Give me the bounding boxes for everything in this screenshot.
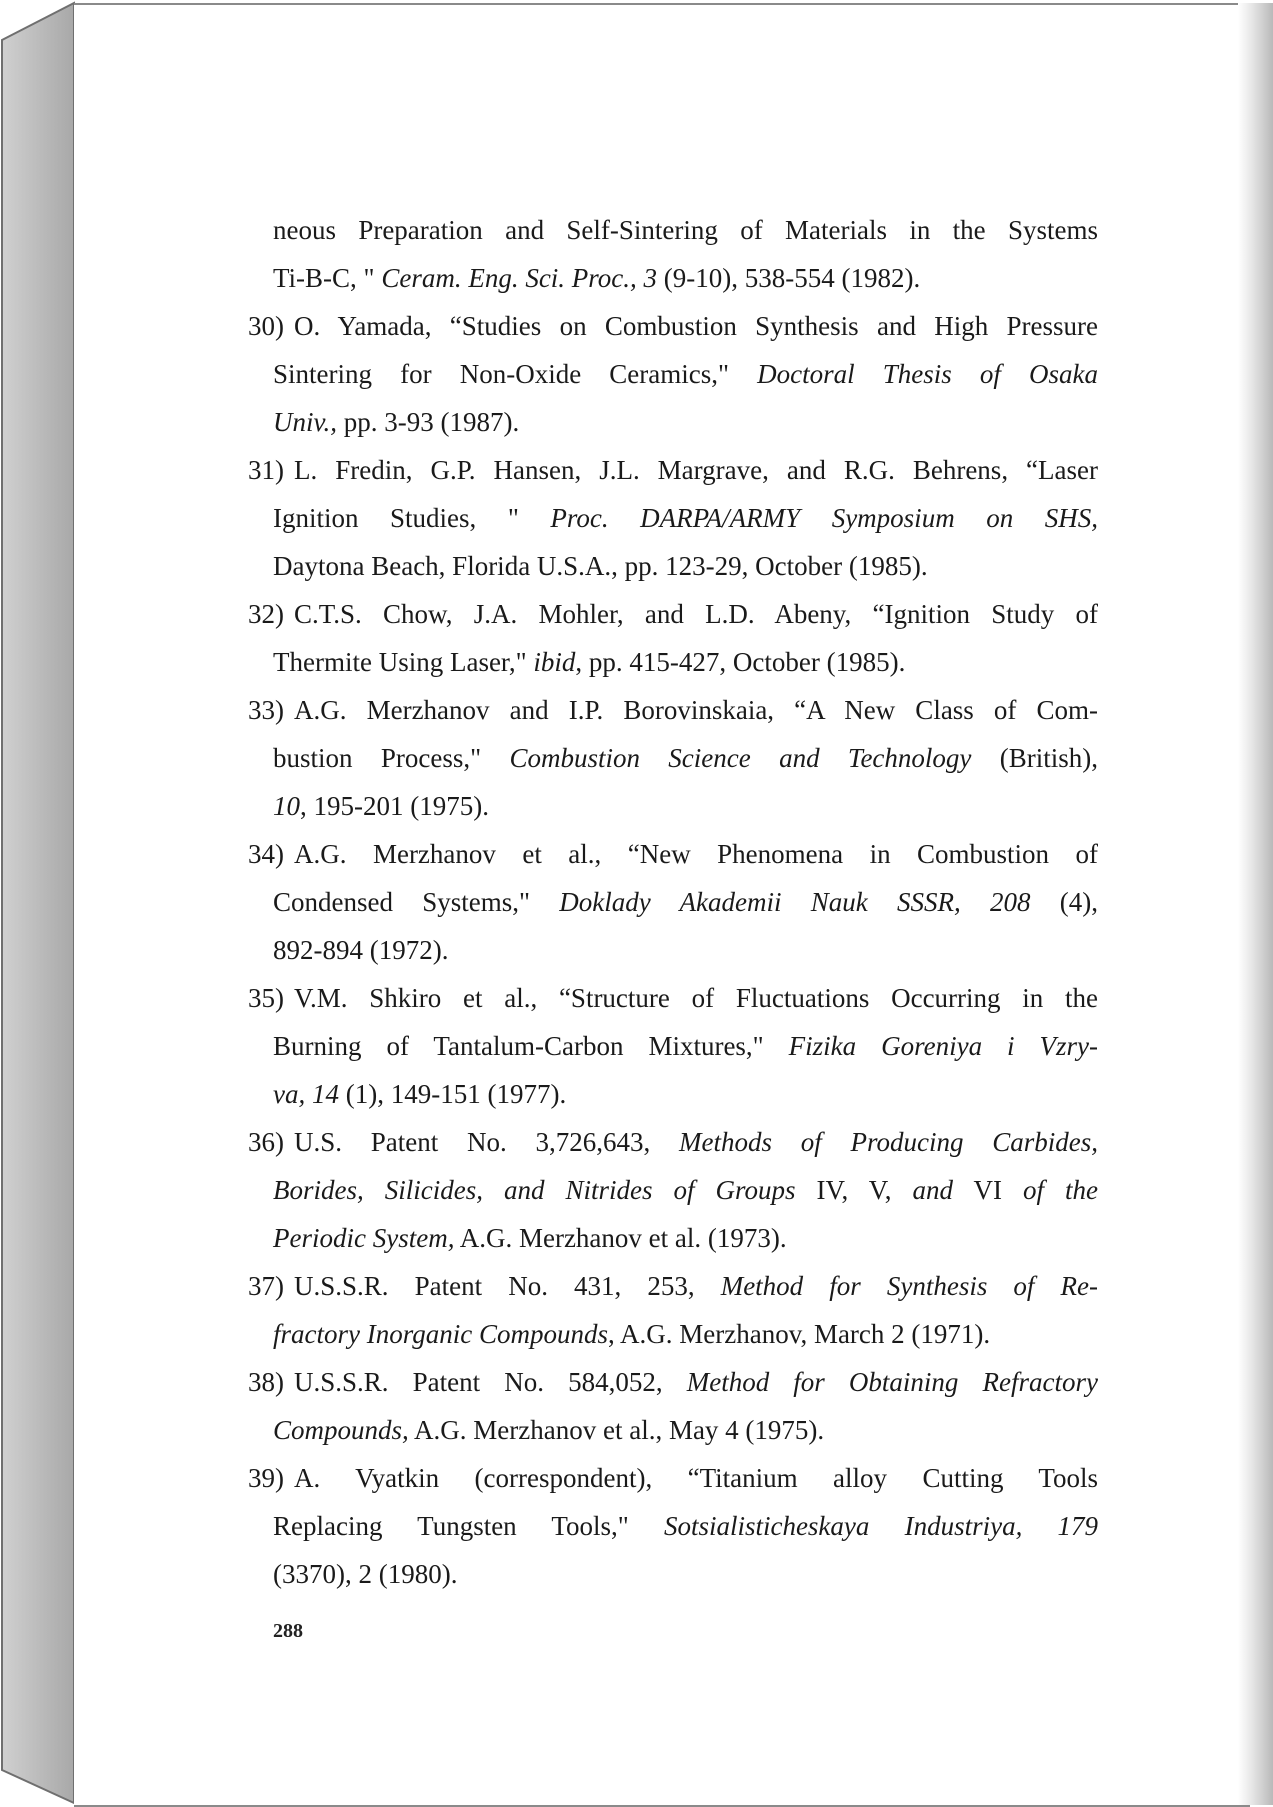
- reference-text: A.G. Merzhanov et al., May 4 (1975).: [408, 1415, 825, 1445]
- reference-text: A. Vyatkin (correspondent), “Titanium alloy Cutting Tools: [294, 1463, 1098, 1493]
- reference-line-body: [273, 1310, 1098, 1358]
- italic-title-text: Sotsialisticheskaya Industriya, 179: [663, 1511, 1098, 1541]
- reference-item: [248, 1358, 1098, 1454]
- reference-number: 36): [248, 1127, 284, 1157]
- reference-line: [248, 254, 1098, 302]
- reference-text: C.T.S. Chow, J.A. Mohler, and L.D. Abeny, “Ignition Study of: [294, 599, 1098, 629]
- reference-line-body: [273, 782, 1098, 830]
- reference-line-body: [294, 830, 1098, 878]
- reference-line-body: [273, 1502, 1098, 1550]
- reference-item: [248, 686, 1098, 830]
- reference-text: VI: [953, 1175, 1024, 1205]
- reference-item: [248, 1262, 1098, 1358]
- reference-text: U.S.S.R. Patent No. 431, 253,: [294, 1271, 721, 1301]
- reference-text: Replacing Tungsten Tools,": [273, 1511, 664, 1541]
- reference-line-body: [294, 1358, 1098, 1406]
- italic-title-text: Borides, Silicides, and Nitrides of Groups: [273, 1175, 796, 1205]
- reference-text: , A.G. Merzhanov, March 2 (1971).: [607, 1319, 991, 1349]
- reference-line: [248, 302, 1098, 350]
- italic-title-text: Univ.,: [273, 407, 337, 437]
- reference-item: [248, 974, 1098, 1118]
- reference-line-body: [294, 590, 1098, 638]
- italic-title-text: Doklady Akademii Nauk SSSR, 208: [559, 887, 1031, 917]
- reference-line-body: [273, 1406, 1098, 1454]
- reference-line: [248, 1406, 1098, 1454]
- reference-line: [248, 1262, 1098, 1310]
- reference-text: bustion Process,": [273, 743, 510, 773]
- reference-line: [248, 494, 1098, 542]
- reference-text: Ignition Studies, ": [273, 503, 551, 533]
- book-spine: [0, 0, 76, 1806]
- reference-line: [248, 1454, 1098, 1502]
- reference-line-body: [273, 878, 1098, 926]
- reference-line: [248, 1310, 1098, 1358]
- reference-number: 35): [248, 983, 284, 1013]
- reference-line-body: [273, 734, 1098, 782]
- reference-line-body: [294, 686, 1098, 734]
- reference-text: (9-10), 538-554 (1982).: [657, 263, 921, 293]
- reference-line-body: [294, 1454, 1098, 1502]
- italic-title-text: Periodic System,: [273, 1223, 455, 1253]
- reference-line-body: [273, 1550, 1098, 1598]
- reference-line: [248, 926, 1098, 974]
- reference-line: [248, 542, 1098, 590]
- reference-number: 30): [248, 311, 284, 341]
- reference-text: (3370), 2 (1980).: [273, 1559, 458, 1589]
- reference-text: IV, V,: [795, 1175, 913, 1205]
- reference-line-body: [273, 926, 1098, 974]
- reference-text: Sintering for Non-Oxide Ceramics,": [273, 359, 758, 389]
- reference-line-body: [273, 1166, 1098, 1214]
- italic-title-text: Fizika Goreniya i Vzry-: [788, 1031, 1098, 1061]
- reference-line: [248, 398, 1098, 446]
- reference-line-body: [273, 206, 1098, 254]
- reference-line: [248, 1166, 1098, 1214]
- reference-line-body: [273, 494, 1098, 542]
- reference-item: [248, 302, 1098, 446]
- reference-line-body: [294, 1118, 1098, 1166]
- reference-line: [248, 782, 1098, 830]
- reference-line-body: [273, 638, 1098, 686]
- reference-item: [248, 206, 1098, 302]
- italic-title-text: and: [912, 1175, 954, 1205]
- reference-text: Thermite Using Laser,": [273, 647, 534, 677]
- reference-line: [248, 206, 1098, 254]
- reference-line-body: [294, 1262, 1098, 1310]
- reference-line: [248, 1070, 1098, 1118]
- reference-line-body: [273, 350, 1098, 398]
- reference-item: [248, 590, 1098, 686]
- reference-text: L. Fredin, G.P. Hansen, J.L. Margrave, and R.G. Behrens, “Laser: [294, 455, 1098, 485]
- reference-line: [248, 1550, 1098, 1598]
- italic-title-text: Compounds,: [273, 1415, 409, 1445]
- reference-number: 32): [248, 599, 284, 629]
- reference-item: [248, 830, 1098, 974]
- reference-line-body: [273, 1070, 1098, 1118]
- reference-text: Ti-B-C, ": [273, 263, 382, 293]
- reference-line-body: [273, 398, 1098, 446]
- reference-number: 34): [248, 839, 284, 869]
- page-number: 288: [273, 1620, 303, 1642]
- reference-line: [248, 974, 1098, 1022]
- reference-number: 37): [248, 1271, 284, 1301]
- reference-line: [248, 1022, 1098, 1070]
- reference-item: [248, 1454, 1098, 1598]
- italic-title-text: Method for Obtaining Refractory: [686, 1367, 1098, 1397]
- reference-text: U.S.S.R. Patent No. 584,052,: [294, 1367, 687, 1397]
- italic-title-text: of the: [1023, 1175, 1098, 1205]
- reference-item: [248, 446, 1098, 590]
- reference-text: Daytona Beach, Florida U.S.A., pp. 123-29, October (1985).: [273, 551, 928, 581]
- reference-line: [248, 1118, 1098, 1166]
- reference-line: [248, 638, 1098, 686]
- reference-number: 38): [248, 1367, 284, 1397]
- reference-text: Burning of Tantalum-Carbon Mixtures,": [273, 1031, 789, 1061]
- reference-line-body: [294, 974, 1098, 1022]
- reference-text: (British),: [971, 743, 1098, 773]
- italic-title-text: va, 14: [273, 1079, 339, 1109]
- reference-list: [248, 206, 1098, 1598]
- page-edge: [1238, 3, 1273, 1805]
- reference-text: , 195-201 (1975).: [300, 791, 489, 821]
- reference-line-body: [294, 302, 1098, 350]
- italic-title-text: Combustion Science and Technology: [509, 743, 972, 773]
- italic-title-text: Ceram. Eng. Sci. Proc., 3: [381, 263, 658, 293]
- reference-text: A.G. Merzhanov and I.P. Borovinskaia, “A New Class of Com-: [294, 695, 1098, 725]
- reference-text: (1), 149-151 (1977).: [338, 1079, 567, 1109]
- reference-text: 892-894 (1972).: [273, 935, 449, 965]
- reference-text: pp. 3-93 (1987).: [336, 407, 520, 437]
- reference-text: neous Preparation and Self-Sintering of Materials in the Systems: [273, 215, 1098, 245]
- reference-line-body: [273, 1214, 1098, 1262]
- reference-line: [248, 350, 1098, 398]
- reference-line: [248, 830, 1098, 878]
- reference-line-body: [273, 542, 1098, 590]
- reference-text: Condensed Systems,": [273, 887, 560, 917]
- italic-title-text: Proc. DARPA/ARMY Symposium on SHS,: [550, 503, 1099, 533]
- reference-line-body: [273, 1022, 1098, 1070]
- reference-text: A.G. Merzhanov et al., “New Phenomena in Combustion of: [294, 839, 1098, 869]
- reference-line: [248, 1214, 1098, 1262]
- reference-number: 31): [248, 455, 284, 485]
- reference-line: [248, 734, 1098, 782]
- reference-line: [248, 1502, 1098, 1550]
- reference-line-body: [273, 254, 1098, 302]
- reference-text: U.S. Patent No. 3,726,643,: [294, 1127, 680, 1157]
- reference-text: , pp. 415-427, October (1985).: [575, 647, 906, 677]
- reference-line: [248, 878, 1098, 926]
- reference-text: O. Yamada, “Studies on Combustion Synthesis and High Pressure: [294, 311, 1098, 341]
- italic-title-text: 10: [273, 791, 300, 821]
- reference-text: V.M. Shkiro et al., “Structure of Fluctuations Occurring in the: [294, 983, 1098, 1013]
- italic-title-text: ibid: [533, 647, 576, 677]
- reference-line: [248, 686, 1098, 734]
- italic-title-text: Methods of Producing Carbides,: [679, 1127, 1098, 1157]
- reference-item: [248, 1118, 1098, 1262]
- reference-number: 39): [248, 1463, 284, 1493]
- reference-text: A.G. Merzhanov et al. (1973).: [454, 1223, 787, 1253]
- reference-line-body: [294, 446, 1098, 494]
- reference-line: [248, 1358, 1098, 1406]
- reference-line: [248, 446, 1098, 494]
- italic-title-text: Method for Synthesis of Re-: [720, 1271, 1098, 1301]
- reference-text: (4),: [1030, 887, 1099, 917]
- italic-title-text: Doctoral Thesis of Osaka: [757, 359, 1099, 389]
- italic-title-text: fractory Inorganic Compounds: [273, 1319, 608, 1349]
- reference-number: 33): [248, 695, 284, 725]
- reference-line: [248, 590, 1098, 638]
